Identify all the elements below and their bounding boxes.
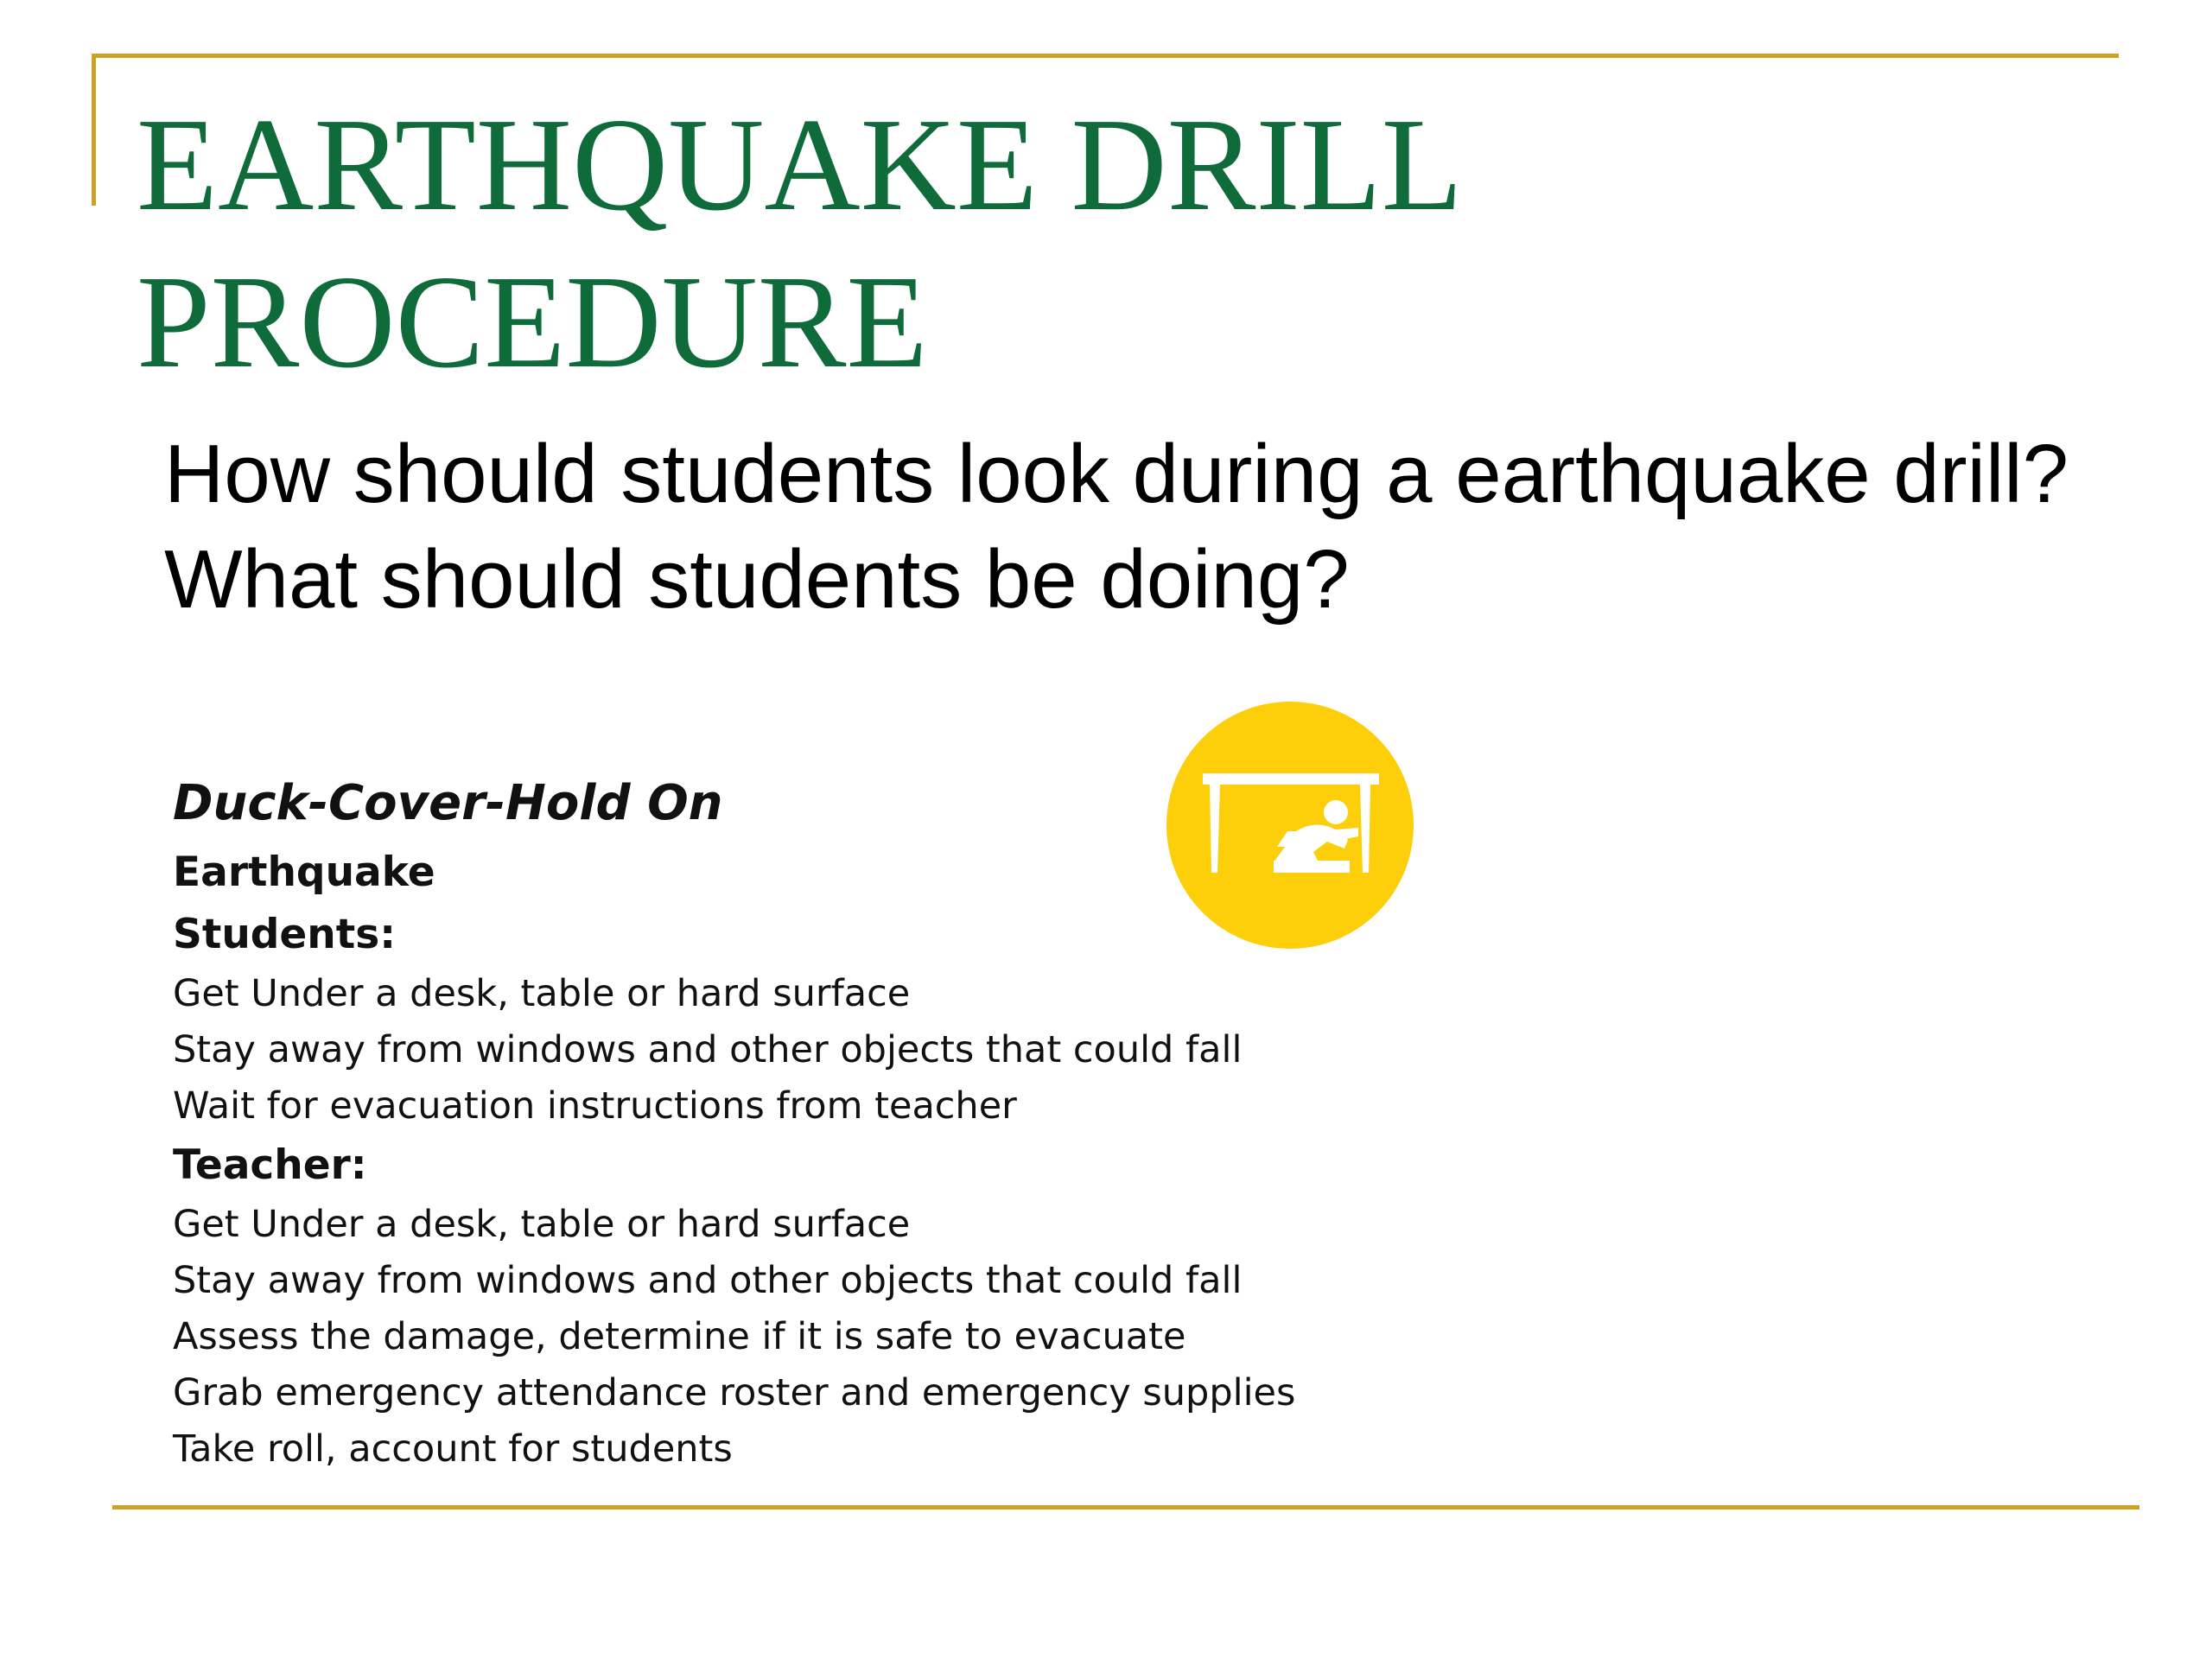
teacher-step: Stay away from windows and other objects that could fall — [173, 1259, 1243, 1302]
procedure-type: Earthquake — [173, 849, 435, 896]
teacher-step: Take roll, account for students — [173, 1427, 733, 1471]
students-step: Get Under a desk, table or hard surface — [173, 972, 911, 1015]
procedure-heading: Duck-Cover-Hold On — [173, 775, 723, 831]
duck-cover-hold-icon — [1166, 702, 1414, 949]
slide-title — [137, 86, 1778, 401]
left-rule — [92, 54, 96, 206]
teacher-step: Get Under a desk, table or hard surface — [173, 1203, 911, 1246]
teacher-step: Assess the damage, determine if it is safe to evacuate — [173, 1315, 1186, 1358]
teacher-steps — [173, 1197, 1382, 1478]
teacher-step: Grab emergency attendance roster and emergency supplies — [173, 1371, 1296, 1414]
students-step: Stay away from windows and other objects that could fall — [173, 1028, 1243, 1071]
students-label: Students: — [173, 911, 396, 958]
teacher-label: Teacher: — [173, 1141, 367, 1189]
top-rule — [92, 54, 2119, 58]
students-step: Wait for evacuation instructions from teacher — [173, 1084, 1017, 1128]
students-steps — [173, 966, 1382, 1135]
title-line-1: EARTHQUAKE DRILL — [137, 92, 1463, 238]
question-text: How should students look during a earthquake drill? What should students be doing? — [164, 428, 2069, 626]
title-line-2: PROCEDURE — [137, 249, 928, 396]
bottom-rule — [112, 1505, 2139, 1510]
